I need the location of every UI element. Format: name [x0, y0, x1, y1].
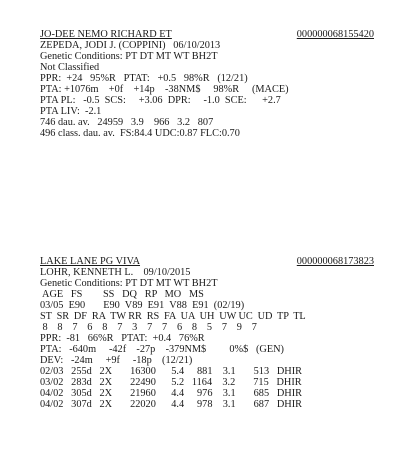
genetic-conditions: Genetic Conditions: PT DT MT WT BH2T [40, 51, 218, 62]
classification: Not Classified [40, 62, 100, 73]
genetic-conditions: Genetic Conditions: PT DT MT WT BH2T [40, 278, 218, 289]
dev-line: DEV: -24m +9f -18p (12/21) [40, 355, 193, 366]
pta-line: PTA: -640m -42f -27p -379NM$ 0%$ (GEN) [40, 344, 284, 355]
registration-id: 000000068173823 [296, 256, 374, 267]
pta-line: PTA: +1076m +0f +14p -38NM$ 98%R (MACE) [40, 84, 289, 95]
classified-daughters-average: 496 class. dau. av. FS:84.4 UDC:0.87 FLC:0.70 [40, 128, 240, 139]
owner-line: ZEPEDA, JODI J. (COPPINI) 06/10/2013 [40, 40, 221, 51]
lactation-row: 03/02 283d 2X 22490 5.2 1164 3.2 715 DHIR [40, 377, 302, 388]
record-jo-dee-nemo-richard-et [40, 29, 374, 139]
registration-id: 000000068155420 [296, 29, 374, 40]
ppr-line: PPR: +24 95%R PTAT: +0.5 98%R (12/21) [40, 73, 248, 84]
daughters-average: 746 dau. av. 24959 3.9 966 3.2 807 [40, 117, 214, 128]
linear-traits-header: ST SR DF RA TW RR RS FA UA UH UW UC UD TP TL [40, 311, 306, 322]
owner-line: LOHR, KENNETH L. 09/10/2015 [40, 267, 191, 278]
linear-traits-values: 8 8 7 6 8 7 3 7 7 6 8 5 7 9 7 [40, 322, 257, 333]
record-header [40, 256, 374, 267]
record-lake-lane-pg-viva [40, 256, 374, 410]
lactation-row: 02/03 255d 2X 16300 5.4 881 3.1 513 DHIR [40, 366, 302, 377]
lactation-row: 04/02 305d 2X 21960 4.4 976 3.1 685 DHIR [40, 388, 302, 399]
animal-name: LAKE LANE PG VIVA [40, 256, 141, 267]
pta-liv-line: PTA LIV: -2.1 [40, 106, 102, 117]
animal-name: JO-DEE NEMO RICHARD ET [40, 29, 172, 40]
pta-pl-line: PTA PL: -0.5 SCS: +3.06 DPR: -1.0 SCE: +2.7 [40, 95, 281, 106]
classification-values: 03/05 E90 E90 V89 E91 V88 E91 (02/19) [40, 300, 245, 311]
record-header [40, 29, 374, 40]
ppr-line: PPR: -81 66%R PTAT: +0.4 76%R [40, 333, 205, 344]
lactation-row: 04/02 307d 2X 22020 4.4 978 3.1 687 DHIR [40, 399, 302, 410]
classification-header: AGE FS SS DQ RP MO MS [40, 289, 204, 300]
